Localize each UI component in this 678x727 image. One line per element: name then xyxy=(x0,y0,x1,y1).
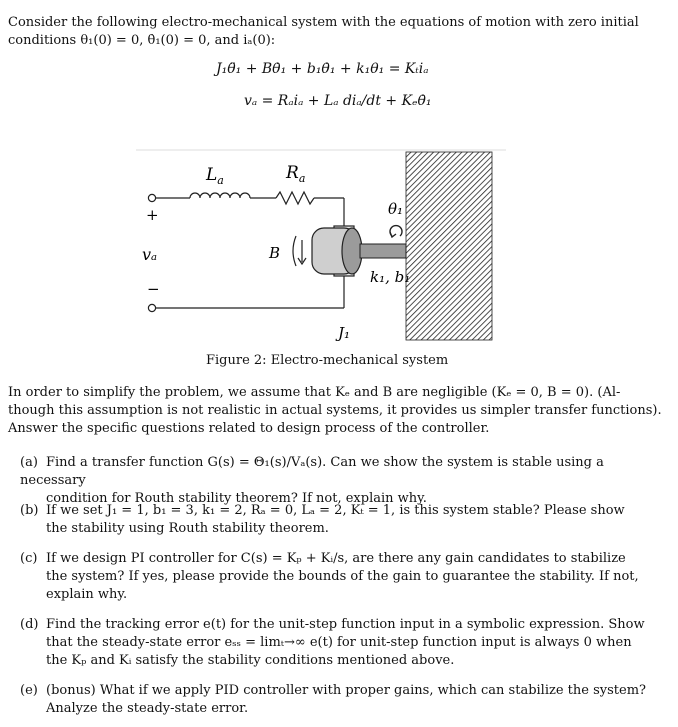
question-d-line-3: the Kₚ and Kᵢ satisfy the stability conditions mentioned above. xyxy=(46,653,455,668)
question-b-line-2: the stability using Routh stability theorem. xyxy=(46,521,329,536)
label-plus: + xyxy=(146,206,159,224)
question-e-line-2: Analyze the steady-state error. xyxy=(46,701,249,716)
rotor-face xyxy=(342,228,362,274)
label-k1-b1: k₁, b₁ xyxy=(370,268,411,286)
intro-line-1: Consider the following electro-mechanical system with the equations of motion with zero initial xyxy=(8,15,639,30)
question-e-line-1: (bonus) What if we apply PID controller with proper gains, which can stabilize the system? xyxy=(46,683,646,698)
para2-line-2: though this assumption is not realistic in actual systems, it provides us simpler transfer functions). xyxy=(8,403,662,418)
question-d-label: (d) xyxy=(20,617,39,632)
assumption-paragraph xyxy=(8,384,672,438)
label-va: vₐ xyxy=(142,245,158,264)
intro-paragraph xyxy=(8,14,672,50)
terminal-minus xyxy=(148,304,155,311)
label-La: $L_a$ xyxy=(206,165,224,187)
inductor xyxy=(190,193,250,198)
question-c-line-1: If we design PI controller for C(s) = Kₚ + Kᵢ/s, are there any gain candidates to stabilize xyxy=(46,551,626,566)
figure-caption: Figure 2: Electro-mechanical system xyxy=(206,353,449,368)
damper-symbol xyxy=(293,236,296,266)
wall xyxy=(406,152,492,340)
question-c-line-2: the system? If yes, please provide the bounds of the gain to guarantee the stability. If not, xyxy=(46,569,639,584)
label-minus: − xyxy=(147,280,160,298)
label-J1: J₁ xyxy=(338,324,351,342)
question-d-line-1: Find the tracking error e(t) for the unit-step function input in a symbolic expression. Show xyxy=(46,617,645,632)
terminal-plus xyxy=(148,194,155,201)
electro-mechanical-figure xyxy=(126,148,516,348)
para2-line-1: In order to simplify the problem, we assume that Kₑ and B are negligible (Kₑ = 0, B = 0). (Al- xyxy=(8,385,621,400)
label-theta: θ₁ xyxy=(388,200,404,218)
para2-line-3: Answer the specific questions related to design process of the controller. xyxy=(8,421,490,436)
question-c xyxy=(20,550,660,604)
question-c-line-3: explain why. xyxy=(46,587,128,602)
equation-electrical: vₐ = Rₐiₐ + Lₐ diₐ/dt + Kₑθ̇₁ xyxy=(244,93,432,109)
question-e-label: (e) xyxy=(20,683,38,698)
question-a xyxy=(20,454,660,508)
question-d xyxy=(20,616,660,670)
question-e xyxy=(20,682,660,718)
shaft xyxy=(360,244,406,258)
resistor xyxy=(276,192,314,204)
question-d-line-2: that the steady-state error eₛₛ = limₜ→∞ e(t) for unit-step function input is always 0 when xyxy=(46,635,632,650)
label-B: B xyxy=(269,244,281,262)
question-a-line-2: condition for Routh stability theorem? If not, explain why. xyxy=(46,491,427,506)
equation-motion: J₁θ̈₁ + Bθ̇₁ + b₁θ̇₁ + k₁θ₁ = Kₜiₐ xyxy=(216,61,429,77)
intro-line-2: conditions θ₁(0) = 0, θ̇₁(0) = 0, and iₐ(0): xyxy=(8,33,276,48)
question-a-label: (a) xyxy=(20,455,38,470)
question-b-line-1: If we set J₁ = 1, b₁ = 3, k₁ = 2, Rₐ = 0, Lₐ = 2, Kₜ = 1, is this system stable? Please show xyxy=(46,503,625,518)
question-c-label: (c) xyxy=(20,551,38,566)
question-b xyxy=(20,502,660,538)
question-a-line-1: Find a transfer function G(s) = Θ₁(s)/Vₐ(s). Can we show the system is stable using a necessary xyxy=(20,455,604,488)
question-b-label: (b) xyxy=(20,503,39,518)
label-Ra: $R_a$ xyxy=(286,163,306,185)
